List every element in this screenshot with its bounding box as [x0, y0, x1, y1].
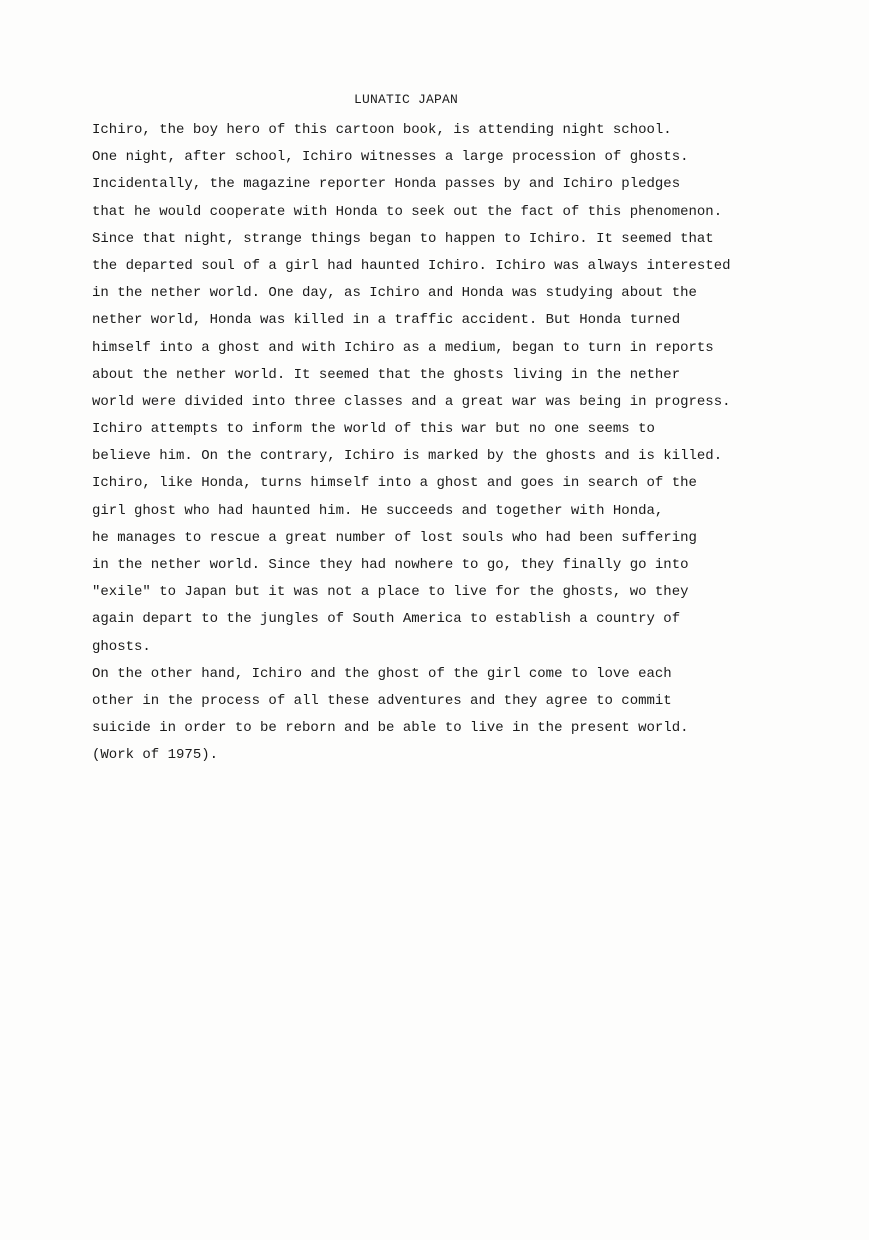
text-line: Ichiro, like Honda, turns himself into a ghost and goes in search of the [92, 475, 697, 492]
text-line: suicide in order to be reborn and be able to live in the present world. [92, 720, 689, 737]
text-line: himself into a ghost and with Ichiro as a medium, began to turn in reports [92, 339, 714, 356]
text-line: "exile" to Japan but it was not a place to live for the ghosts, wo they [92, 584, 689, 601]
text-line: about the nether world. It seemed that the ghosts living in the nether [92, 366, 681, 383]
text-line: On the other hand, Ichiro and the ghost of the girl come to love each [92, 665, 672, 682]
text-line: nether world, Honda was killed in a traffic accident. But Honda turned [92, 312, 681, 329]
text-line: ghosts. [92, 638, 151, 655]
text-line: girl ghost who had haunted him. He succeeds and together with Honda, [92, 502, 664, 519]
document-title: LUNATIC JAPAN [354, 92, 459, 107]
text-line: that he would cooperate with Honda to seek out the fact of this phenomenon. [92, 203, 723, 220]
text-line: (Work of 1975). [92, 747, 219, 764]
text-line: Since that night, strange things began to happen to Ichiro. It seemed that [92, 230, 714, 247]
text-line: Ichiro, the boy hero of this cartoon book, is attending night school. [92, 122, 672, 138]
text-line: world were divided into three classes and a great war was being in progress. [92, 393, 731, 410]
text-line: he manages to rescue a great number of lost souls who had been suffering [92, 529, 697, 546]
text-line: other in the process of all these adventures and they agree to commit [92, 692, 672, 709]
text-line: One night, after school, Ichiro witnesses a large procession of ghosts. [92, 149, 689, 166]
text-line: the departed soul of a girl had haunted Ichiro. Ichiro was always interested [92, 257, 731, 274]
document-body [92, 117, 792, 770]
text-line: again depart to the jungles of South America to establish a country of [92, 611, 681, 628]
text-line: in the nether world. Since they had nowhere to go, they finally go into [92, 557, 689, 573]
text-line: Incidentally, the magazine reporter Honda passes by and Ichiro pledges [92, 176, 681, 193]
text-line: in the nether world. One day, as Ichiro and Honda was studying about the [92, 285, 697, 302]
text-line: Ichiro attempts to inform the world of this war but no one seems to [92, 421, 655, 438]
text-line: believe him. On the contrary, Ichiro is marked by the ghosts and is killed. [92, 448, 723, 465]
